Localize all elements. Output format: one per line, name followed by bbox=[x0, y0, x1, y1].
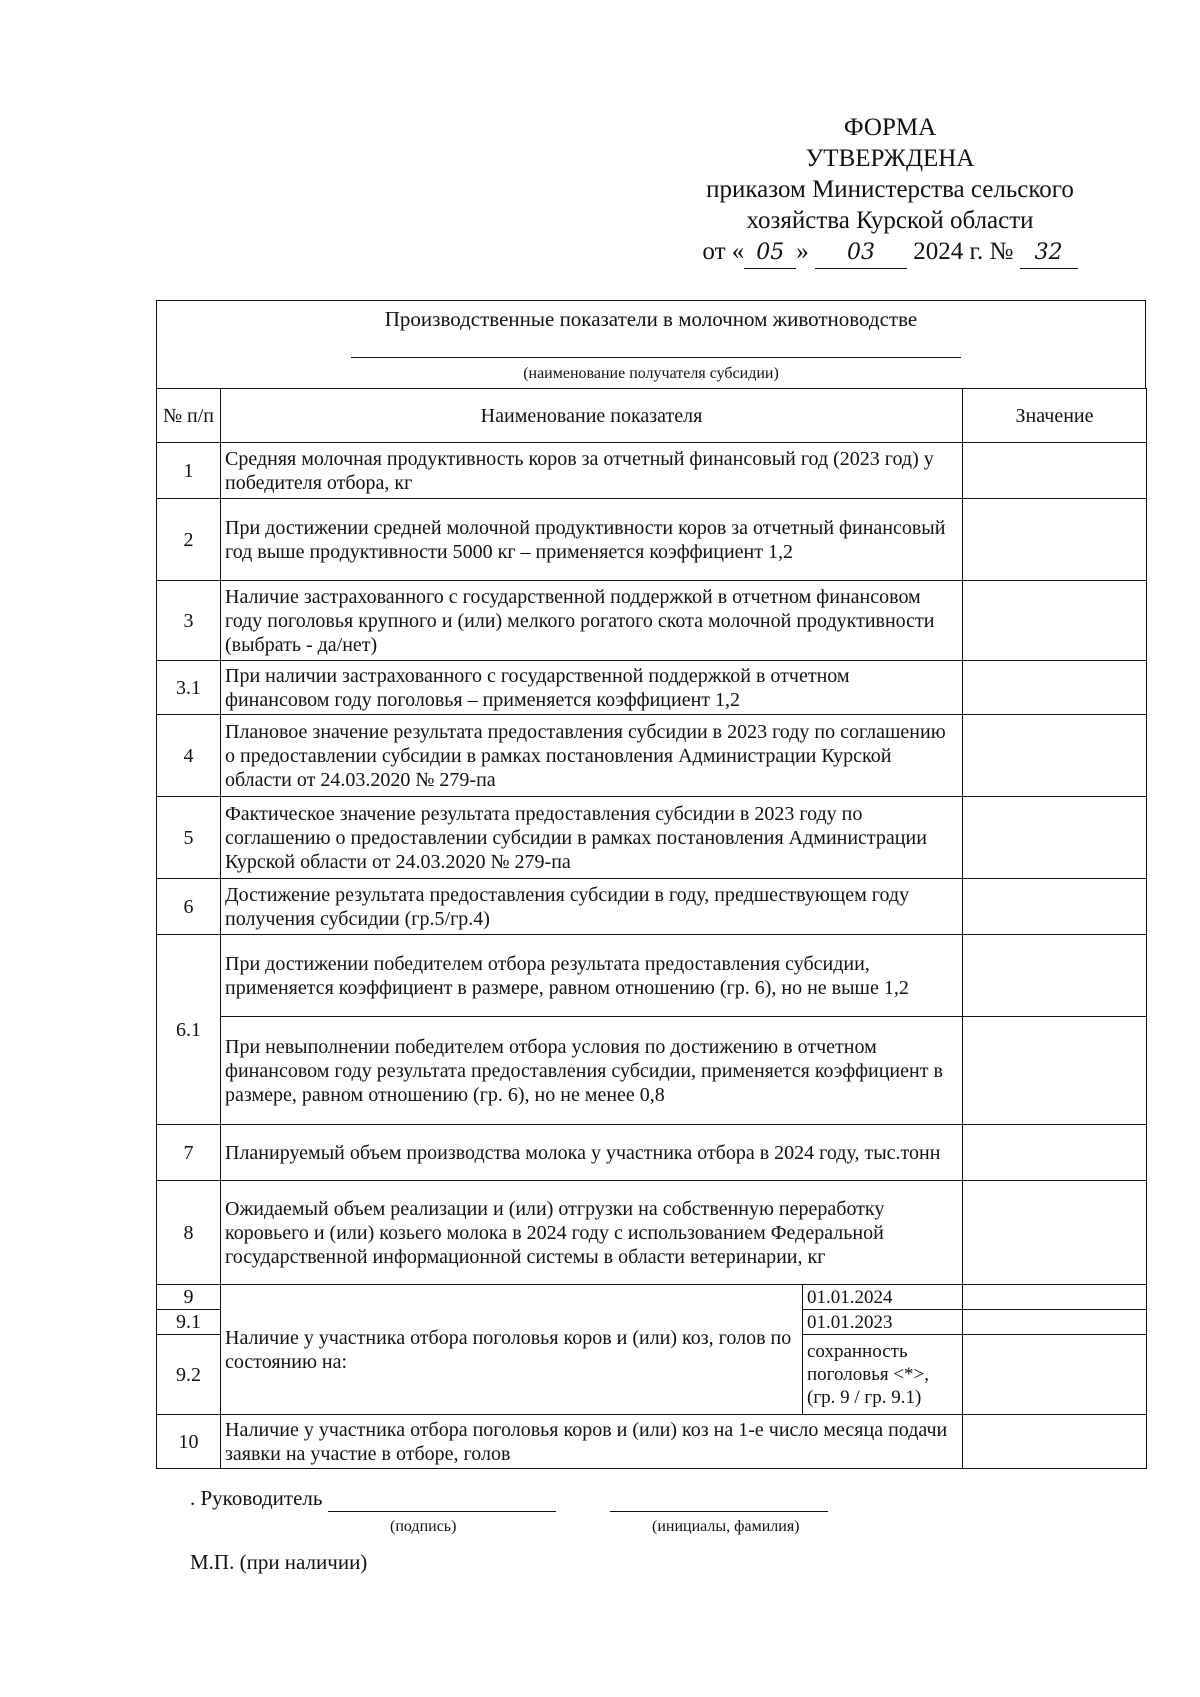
date-mid: » bbox=[796, 238, 809, 265]
row-number: 6.1 bbox=[157, 935, 221, 1125]
header-name: Наименование показателя bbox=[221, 389, 963, 443]
value-cell[interactable] bbox=[963, 499, 1147, 581]
table-row bbox=[157, 1181, 1147, 1285]
retention-subcell: сохранность поголовья <*>, (гр. 9 / гр. 9.1) bbox=[803, 1335, 963, 1415]
date-subcell: 01.01.2023 bbox=[803, 1310, 963, 1335]
table-row bbox=[157, 879, 1147, 935]
form-title: Производственные показатели в молочном животноводстве bbox=[384, 307, 918, 331]
signature-blank[interactable] bbox=[328, 1486, 556, 1512]
approval-date-line bbox=[640, 236, 1140, 269]
value-cell[interactable] bbox=[963, 715, 1147, 797]
row-number: 9 bbox=[157, 1285, 221, 1310]
row-number: 9.1 bbox=[157, 1310, 221, 1335]
value-cell[interactable] bbox=[963, 935, 1147, 1017]
name-caption: (инициалы, фамилия) bbox=[652, 1518, 800, 1535]
indicators-table bbox=[156, 388, 1147, 1469]
head-label: . Руководитель bbox=[190, 1486, 323, 1510]
order-line: приказом Министерства сельского bbox=[706, 176, 1074, 203]
value-cell[interactable] bbox=[963, 1125, 1147, 1181]
row-text: Достижение результата предоставления субсидии в году, предшествующем году получения субсидии (гр.5/гр.4) bbox=[221, 879, 963, 935]
row-text: Средняя молочная продуктивность коров за отчетный финансовый год (2023 год) у победителя отбора, кг bbox=[221, 443, 963, 499]
value-cell[interactable] bbox=[963, 879, 1147, 935]
value-cell[interactable] bbox=[963, 581, 1147, 661]
table-row bbox=[157, 715, 1147, 797]
row-number: 2 bbox=[157, 499, 221, 581]
date-prefix: от « bbox=[702, 238, 745, 265]
row-text: Планируемый объем производства молока у участника отбора в 2024 году, тыс.тонн bbox=[221, 1125, 963, 1181]
table-row bbox=[157, 1285, 1147, 1310]
stamp-label: М.П. (при наличии) bbox=[190, 1550, 368, 1574]
row-text: Наличие у участника отбора поголовья коров и (или) коз на 1-е число месяца подачи заявки на участие в отборе, голов bbox=[221, 1415, 963, 1469]
row-text: Наличие у участника отбора поголовья коров и (или) коз, голов по состоянию на: bbox=[221, 1285, 803, 1415]
date-year: 2024 г. № bbox=[913, 238, 1014, 265]
table-row bbox=[157, 1125, 1147, 1181]
value-cell[interactable] bbox=[963, 1181, 1147, 1285]
signature-line bbox=[190, 1486, 828, 1512]
table-row bbox=[157, 581, 1147, 661]
table-row bbox=[157, 797, 1147, 879]
row-number: 4 bbox=[157, 715, 221, 797]
row-text: При наличии застрахованного с государственной поддержкой в отчетном финансовом году поголовья – применяется коэффициент 1,2 bbox=[221, 661, 963, 715]
value-cell[interactable] bbox=[963, 1310, 1147, 1335]
row-text: Плановое значение результата предоставления субсидии в 2023 году по соглашению о предоставлении субсидии в рамках постановления Администрации Курской области от 24.03.2020 № 279-па bbox=[221, 715, 963, 797]
date-subcell: 01.01.2024 bbox=[803, 1285, 963, 1310]
row-number: 3 bbox=[157, 581, 221, 661]
row-number: 7 bbox=[157, 1125, 221, 1181]
row-number: 1 bbox=[157, 443, 221, 499]
value-cell[interactable] bbox=[963, 797, 1147, 879]
row-text: При невыполнении победителем отбора условия по достижению в отчетном финансовом году результата предоставления субсидии, применяется коэффициент в размере, равном отношению (гр. 6), но не менее 0,8 bbox=[221, 1017, 963, 1125]
row-text: Ожидаемый объем реализации и (или) отгрузки на собственную переработку коровьего и (или) козьего молока в 2024 году с использованием Федеральной государственной информационной системы в области ветеринарии, кг bbox=[221, 1181, 963, 1285]
ministry-line: хозяйства Курской области bbox=[746, 207, 1034, 234]
row-number: 3.1 bbox=[157, 661, 221, 715]
approved-label: УТВЕРЖДЕНА bbox=[805, 145, 975, 172]
row-text: Фактическое значение результата предоставления субсидии в 2023 году по соглашению о предоставлении субсидии в рамках постановления Администрации Курской области от 24.03.2020 № 279-па bbox=[221, 797, 963, 879]
table-row bbox=[157, 661, 1147, 715]
table-row bbox=[157, 1415, 1147, 1469]
header-num: № п/п bbox=[157, 389, 221, 443]
table-row bbox=[157, 1017, 1147, 1125]
row-text: При достижении победителем отбора результата предоставления субсидии, применяется коэффициент в размере, равном отношению (гр. 6), но не выше 1,2 bbox=[221, 935, 963, 1017]
row-number: 9.2 bbox=[157, 1335, 221, 1415]
table-row bbox=[157, 935, 1147, 1017]
form-title-box bbox=[156, 300, 1146, 388]
form-label: ФОРМА bbox=[843, 114, 937, 141]
row-number: 8 bbox=[157, 1181, 221, 1285]
table-row bbox=[157, 443, 1147, 499]
value-cell[interactable] bbox=[963, 1017, 1147, 1125]
table-header-row bbox=[157, 389, 1147, 443]
doc-number-handwritten: 32 bbox=[1020, 237, 1078, 269]
row-number: 10 bbox=[157, 1415, 221, 1469]
name-blank[interactable] bbox=[610, 1486, 828, 1512]
date-day-handwritten: 05 bbox=[744, 237, 796, 269]
row-text: При достижении средней молочной продуктивности коров за отчетный финансовый год выше продуктивности 5000 кг – применяется коэффициент 1,2 bbox=[221, 499, 963, 581]
recipient-name-line bbox=[351, 357, 961, 358]
value-cell[interactable] bbox=[963, 1285, 1147, 1310]
row-number: 5 bbox=[157, 797, 221, 879]
header-value: Значение bbox=[963, 389, 1147, 443]
table-row bbox=[157, 499, 1147, 581]
row-text: Наличие застрахованного с государственной поддержкой в отчетном финансовом году поголовья крупного и (или) мелкого рогатого скота молочной продуктивности (выбрать - да/нет) bbox=[221, 581, 963, 661]
signature-caption: (подпись) bbox=[390, 1518, 457, 1535]
value-cell[interactable] bbox=[963, 443, 1147, 499]
date-month-handwritten: 03 bbox=[815, 237, 907, 269]
recipient-caption: (наименование получателя субсидии) bbox=[523, 365, 779, 382]
value-cell[interactable] bbox=[963, 661, 1147, 715]
value-cell[interactable] bbox=[963, 1335, 1147, 1415]
approval-block bbox=[640, 112, 1140, 269]
row-number: 6 bbox=[157, 879, 221, 935]
value-cell[interactable] bbox=[963, 1415, 1147, 1469]
